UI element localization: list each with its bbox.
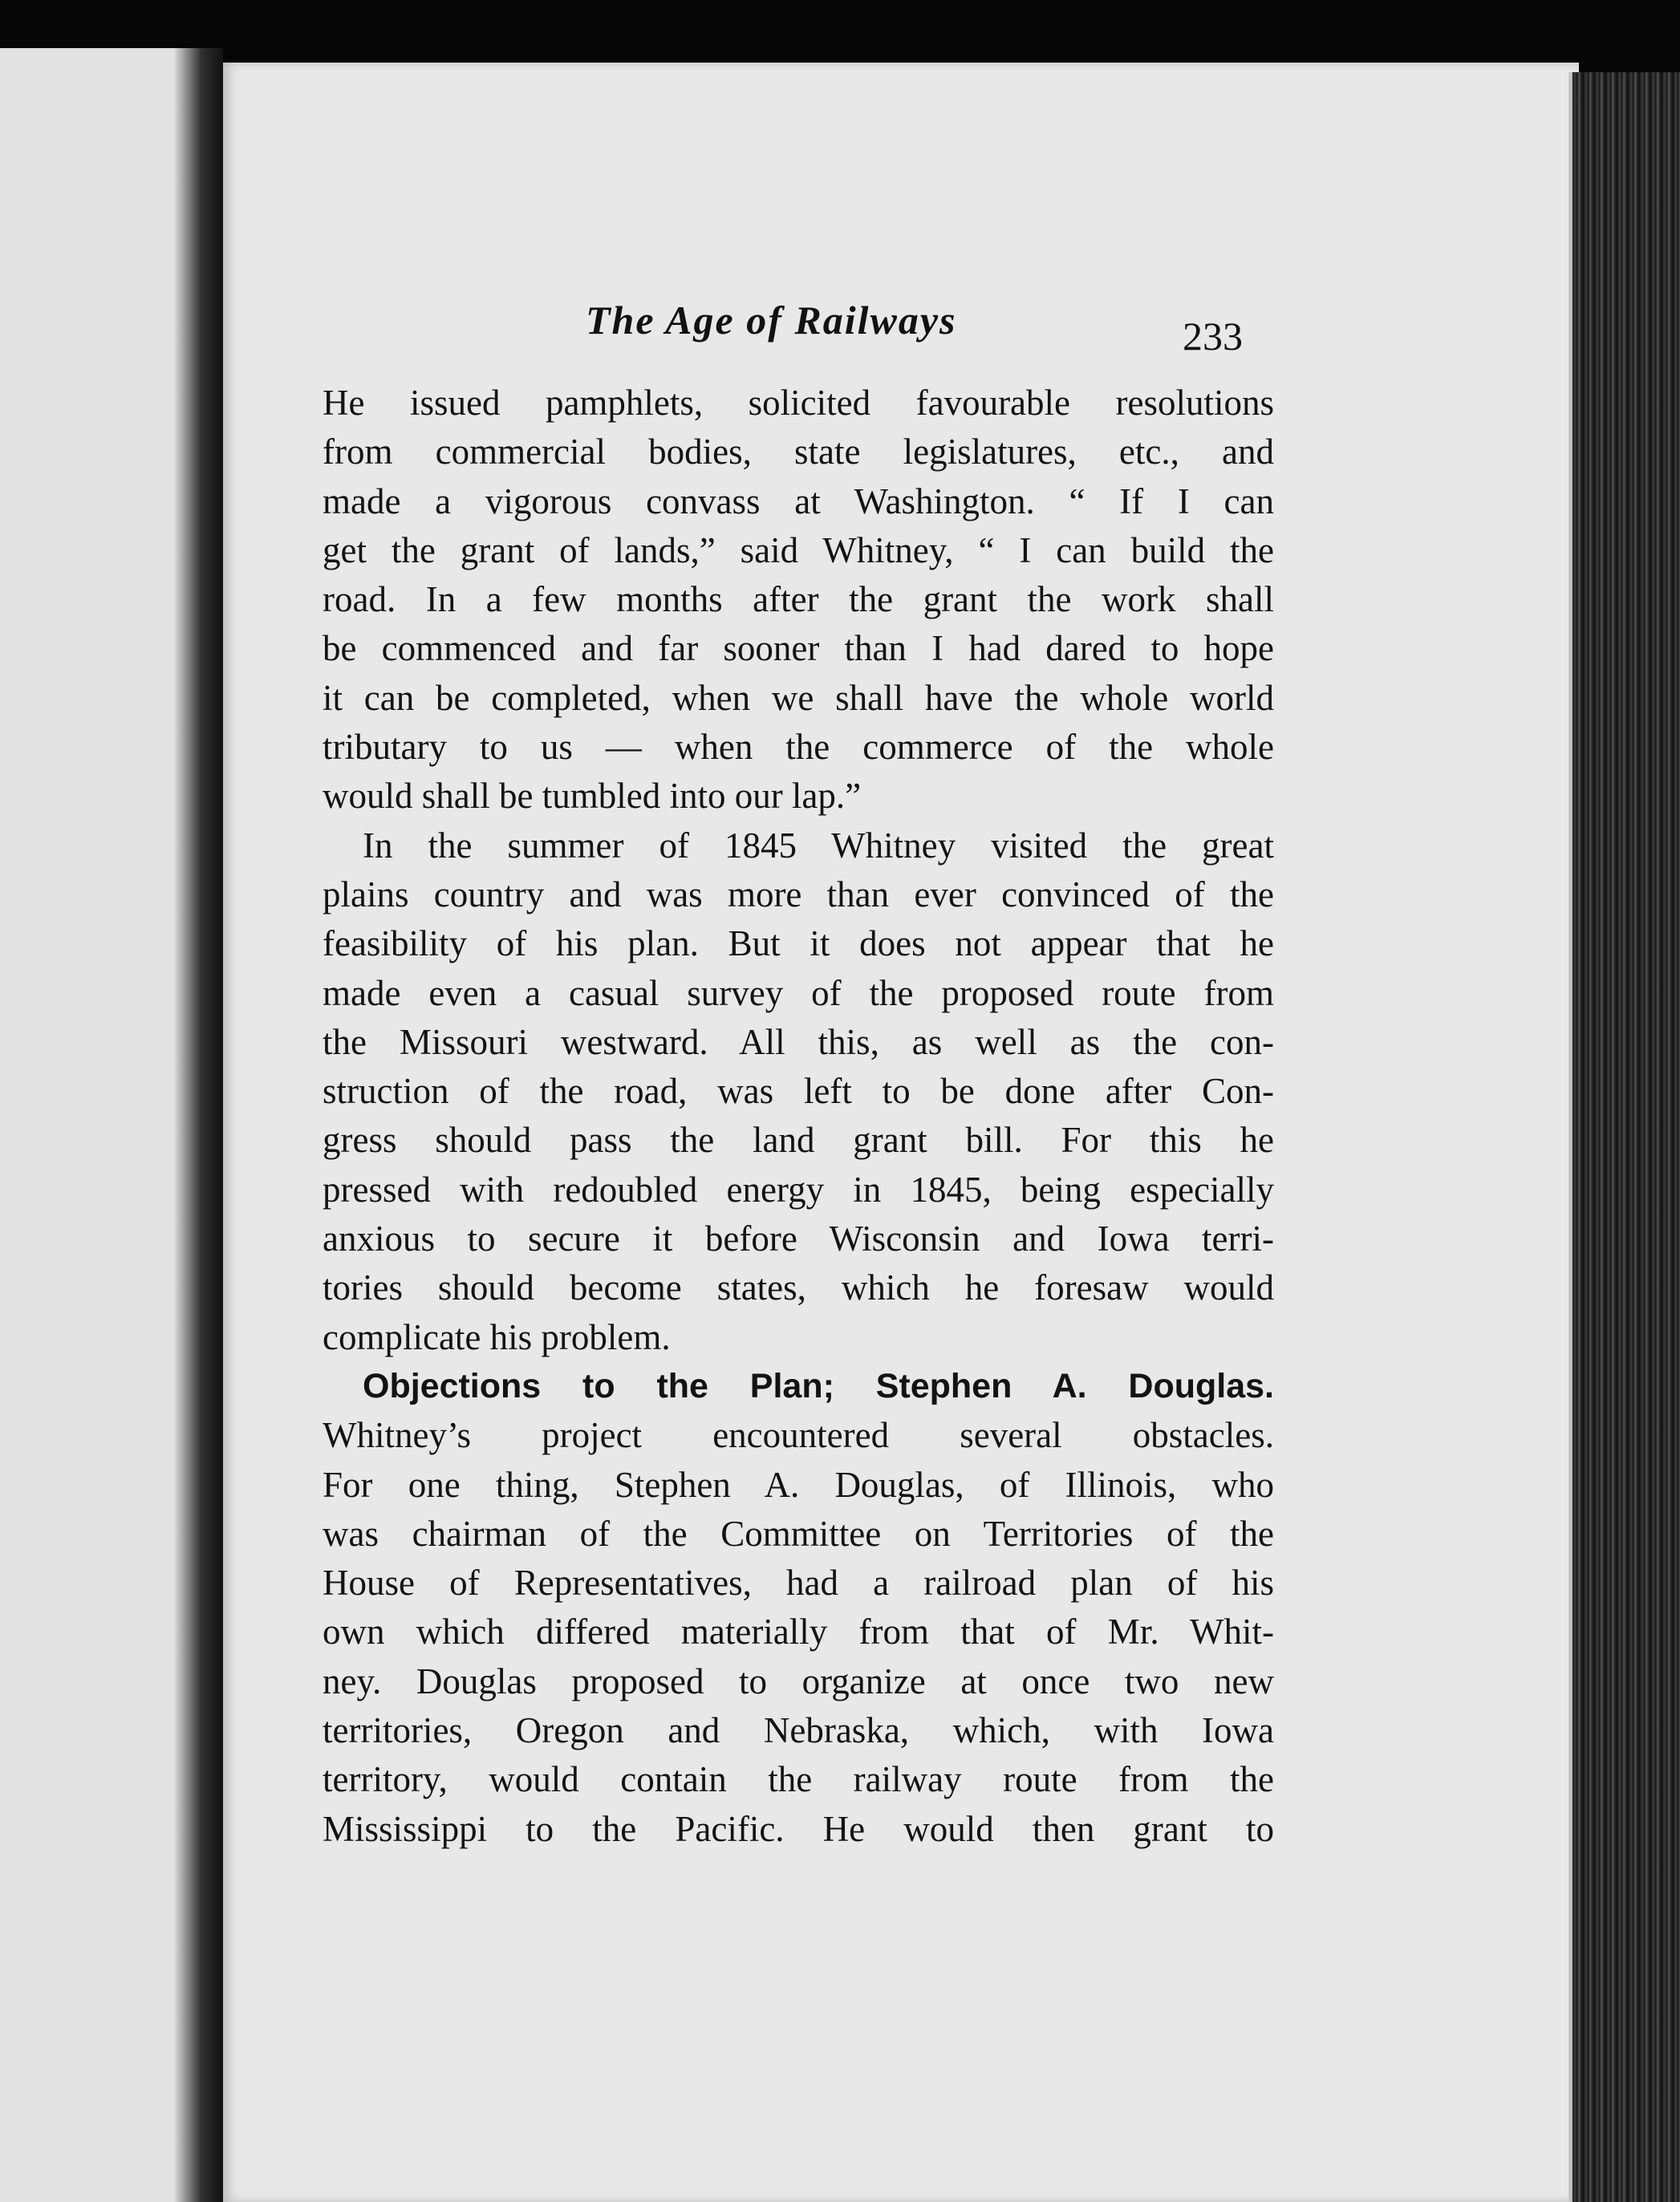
- text-line: it can be completed, when we shall have the whole world: [323, 677, 1274, 718]
- text-line: would shall be tumbled into our lap.”: [323, 776, 862, 817]
- text-line: territory, would contain the railway route from the: [323, 1759, 1274, 1800]
- text-line: plains country and was more than ever convinced of the: [323, 874, 1274, 914]
- body-text: [323, 379, 1274, 1854]
- section-heading: Objections to the Plan; Stephen A. Douglas.: [363, 1366, 1274, 1405]
- text-line: He issued pamphlets, solicited favourable resolutions: [323, 383, 1274, 423]
- text-line: House of Representatives, had a railroad plan of his: [323, 1563, 1274, 1604]
- text-line: complicate his problem.: [323, 1316, 671, 1357]
- text-line: the Missouri westward. All this, as well as the con-: [323, 1021, 1274, 1062]
- text-line: own which differed materially from that of Mr. Whit-: [323, 1612, 1274, 1653]
- text-line: be commenced and far sooner than I had dared to hope: [323, 628, 1274, 669]
- book-gutter: [175, 48, 223, 2202]
- paragraph: [323, 379, 1274, 821]
- text-line: For one thing, Stephen A. Douglas, of Illinois, who: [323, 1464, 1274, 1505]
- text-line: get the grant of lands,” said Whitney, “ I can build the: [323, 529, 1274, 570]
- text-line: Mississippi to the Pacific. He would then grant to: [323, 1808, 1274, 1849]
- text-line: from commercial bodies, state legislatures, etc., and: [323, 432, 1274, 472]
- text-line: gress should pass the land grant bill. For this he: [323, 1120, 1274, 1161]
- page-number: 233: [1183, 314, 1243, 359]
- text-line: In the summer of 1845 Whitney visited the great: [363, 825, 1274, 866]
- running-header: The Age of Railways: [586, 298, 957, 343]
- text-line: anxious to secure it before Wisconsin and Iowa terri-: [323, 1219, 1274, 1259]
- text-line: tories should become states, which he foresaw would: [323, 1267, 1274, 1308]
- text-line: Whitney’s project encountered several obstacles.: [323, 1415, 1274, 1456]
- text-line: made a vigorous convass at Washington. “ If I can: [323, 481, 1274, 521]
- paragraph: [323, 821, 1274, 1362]
- fore-edge-page-stack: [1572, 72, 1680, 2202]
- left-page-text-fragments: [0, 0, 80, 2202]
- text-line: feasibility of his plan. But it does not appear that he: [323, 923, 1274, 964]
- text-line: territories, Oregon and Nebraska, which, with Iowa: [323, 1710, 1274, 1751]
- paragraph: [323, 1362, 1274, 1854]
- text-line: road. In a few months after the grant the work shall: [323, 579, 1274, 620]
- text-line: ney. Douglas proposed to organize at once two new: [323, 1661, 1274, 1701]
- text-line: tributary to us — when the commerce of the whole: [323, 727, 1274, 768]
- text-line: made even a casual survey of the proposed route from: [323, 972, 1274, 1013]
- text-line: was chairman of the Committee on Territories of the: [323, 1513, 1274, 1554]
- text-line: struction of the road, was left to be done after Con-: [323, 1071, 1274, 1112]
- text-line: pressed with redoubled energy in 1845, being especially: [323, 1169, 1274, 1210]
